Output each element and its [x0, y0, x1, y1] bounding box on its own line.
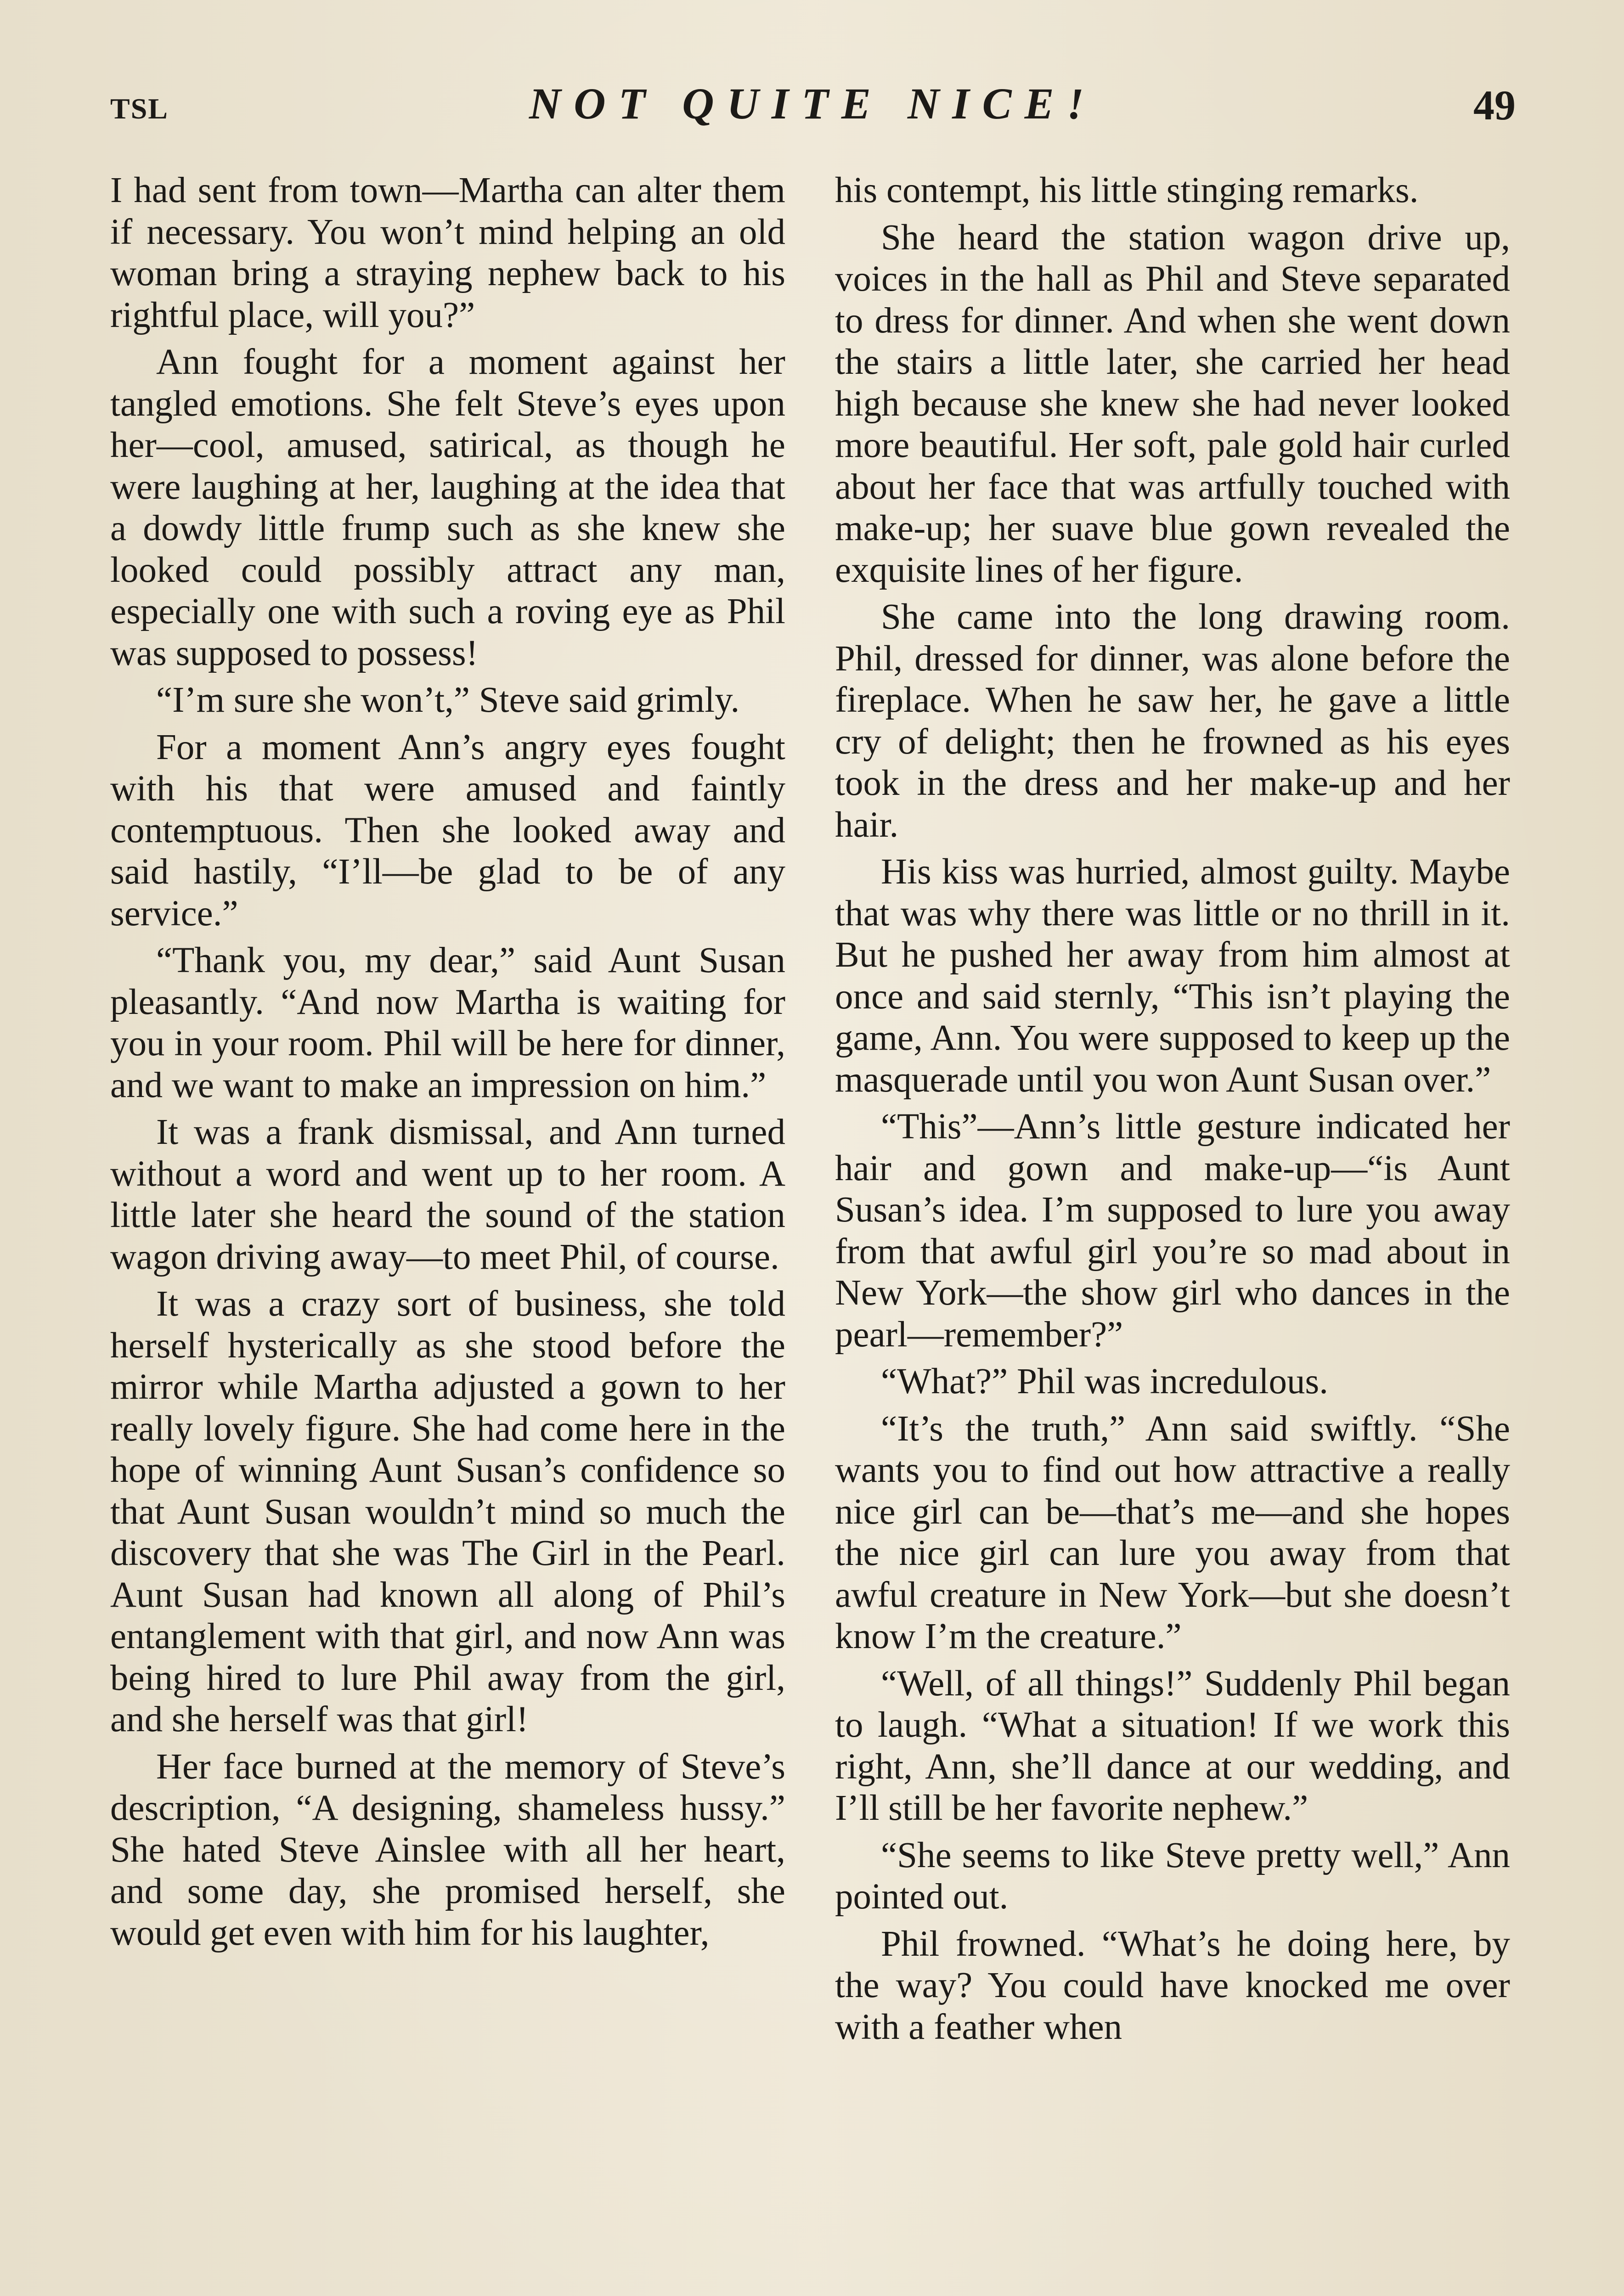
paragraph: She heard the station wagon drive up, voices in the hall as Phil and Steve separated to dress for dinner. And when she went down the stairs a little later, she carried her head high because she knew she had never looked more beautiful. Her soft, pale gold hair curled about her face that was artfully touched with make-up; her suave blue gown revealed the exquisite lines of her figure.: [835, 217, 1510, 590]
paragraph: I had sent from town—Martha can alter them if necessary. You won’t mind helping an old woman bring a straying nephew back to his rightful place, will you?”: [110, 170, 785, 335]
story-title: NOT QUITE NICE!: [529, 79, 1097, 128]
paragraph: For a moment Ann’s angry eyes fought with his that were amused and faintly contemptuous. Then she looked away and said hastily, “I’ll—be glad to be of any service.”: [110, 727, 785, 934]
right-column: [835, 170, 1510, 2054]
paragraph: his contempt, his little stinging remarks.: [835, 170, 1419, 210]
paragraph: “It’s the truth,” Ann said swiftly. “She wants you to find out how attractive a really nice girl can be—that’s me—and she hopes the nice girl can lure you away from that awful creature in New York—but she doesn’t know I’m the creature.”: [835, 1408, 1510, 1656]
paragraph: Phil frowned. “What’s he doing here, by the way? You could have knocked me over with a feather when: [835, 1924, 1510, 2047]
paragraph: Ann fought for a moment against her tangled emotions. She felt Steve’s eyes upon her—cool, amused, satirical, as though he were laughing at her, laughing at the idea that a dowdy little frump such as she knew she looked could possibly attract any man, especially one with such a roving eye as Phil was supposed to possess!: [110, 342, 785, 673]
paragraph: “Thank you, my dear,” said Aunt Susan pleasantly. “And now Martha is waiting for you in your room. Phil will be here for dinner, and we want to make an impression on him.”: [110, 940, 785, 1105]
paragraph: “I’m sure she won’t,” Steve said grimly.: [156, 680, 740, 720]
running-header: [110, 78, 1516, 133]
paragraph: Her face burned at the memory of Steve’s description, “A designing, shameless hussy.” She hated Steve Ainslee with all her heart, and some day, she promised herself, she would get even with him for his laughter,: [110, 1746, 785, 1953]
paragraph: “This”—Ann’s little gesture indicated her hair and gown and make-up—“is Aunt Susan’s idea. I’m supposed to lure you away from that awful girl you’re so mad about in New York—the show girl who dances in the pearl—remember?”: [835, 1107, 1510, 1355]
left-column: [110, 170, 785, 1959]
magazine-code: TSL: [110, 92, 169, 125]
paragraph: “What?” Phil was incredulous.: [881, 1362, 1329, 1401]
paragraph: It was a frank dismissal, and Ann turned without a word and went up to her room. A little later she heard the sound of the station wagon driving away—to meet Phil, of course.: [110, 1112, 785, 1277]
paragraph: “Well, of all things!” Suddenly Phil began to laugh. “What a situation! If we work this right, Ann, she’ll dance at our wedding, and I’ll still be her favorite nephew.”: [835, 1663, 1510, 1828]
paragraph: “She seems to like Steve pretty well,” Ann pointed out.: [835, 1835, 1510, 1917]
paragraph: She came into the long drawing room. Phil, dressed for dinner, was alone before the fireplace. When he saw her, he gave a little cry of delight; then he frowned as his eyes took in the dress and her make-up and her hair.: [835, 597, 1510, 845]
paragraph: It was a crazy sort of business, she told herself hysterically as she stood before the mirror while Martha adjusted a gown to her really lovely figure. She had come here in the hope of winning Aunt Susan’s confidence so that Aunt Susan wouldn’t mind so much the discovery that she was The Girl in the Pearl. Aunt Susan had known all along of Phil’s entanglement with that girl, and now Ann was being hired to lure Phil away from the girl, and she herself was that girl!: [110, 1284, 785, 1739]
page-number: 49: [1473, 82, 1516, 129]
paragraph: His kiss was hurried, almost guilty. Maybe that was why there was little or no thrill in it. But he pushed her away from him almost at once and said sternly, “This isn’t playing the game, Ann. You were supposed to keep up the masquerade until you won Aunt Susan over.”: [835, 852, 1510, 1100]
